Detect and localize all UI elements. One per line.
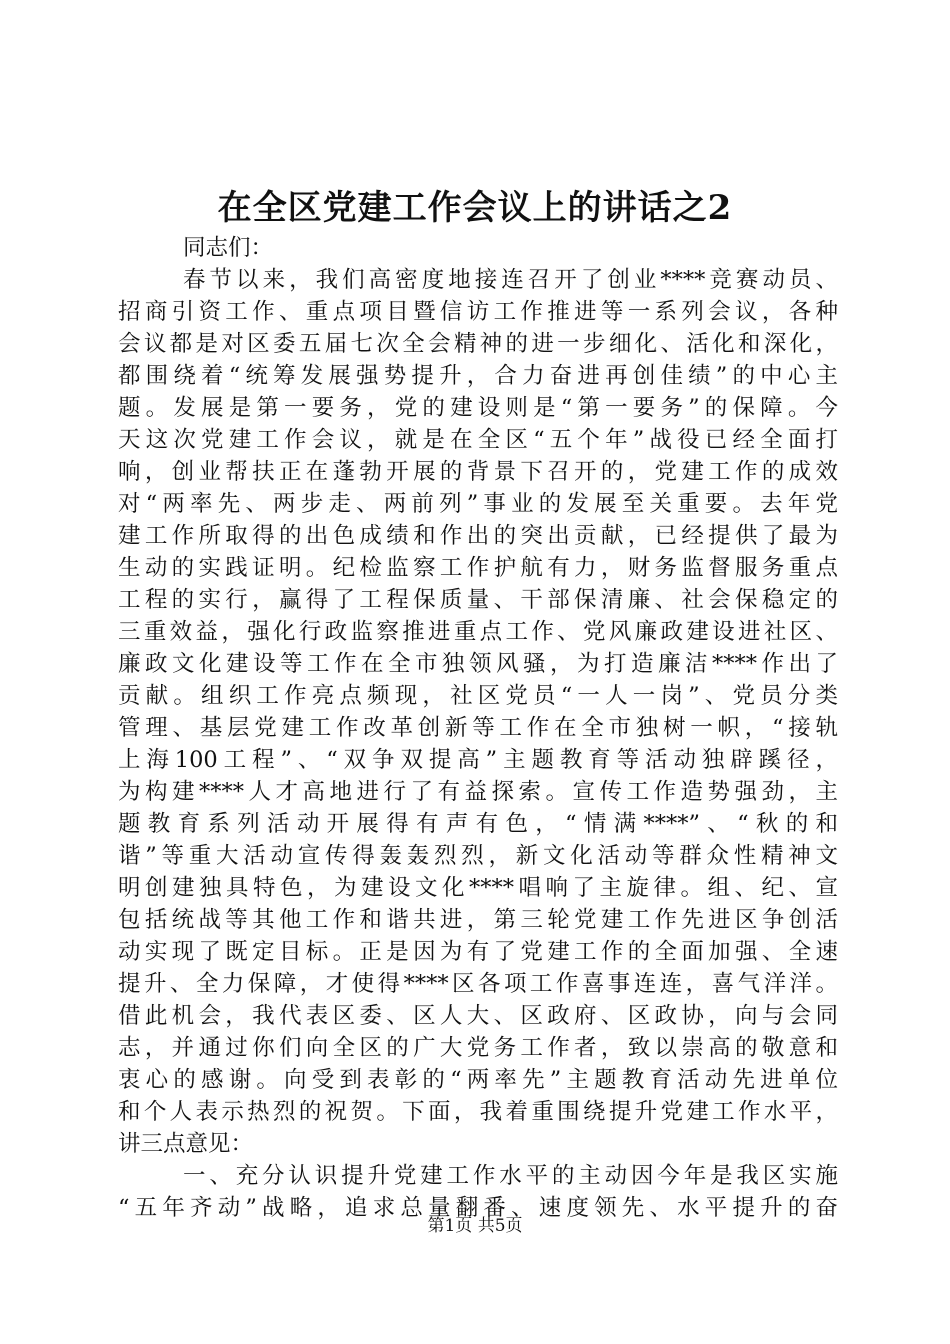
text-line: 动实现了既定目标。正是因为有了党建工作的全面加强、全速 — [118, 939, 838, 965]
text-line: 廉政文化建设等工作在全市独领风骚，为打造廉洁****作出了 — [118, 651, 838, 677]
text-line: 题教育系列活动开展得有声有色，“情满****”、“秋的和 — [118, 811, 838, 837]
text-line: 都围绕着“统筹发展强势提升，合力奋进再创佳绩”的中心主 — [118, 363, 838, 389]
text-line: 工程的实行，赢得了工程保质量、干部保清廉、社会保稳定的 — [118, 587, 838, 613]
text-line: 生动的实践证明。纪检监察工作护航有力，财务监督服务重点 — [118, 555, 838, 581]
document-body — [118, 232, 838, 1224]
text-line: 春节以来，我们高密度地接连召开了创业****竞赛动员、 — [183, 267, 838, 293]
text-line: 招商引资工作、重点项目暨信访工作推进等一系列会议，各种 — [118, 299, 838, 325]
text-line: 和个人表示热烈的祝贺。下面，我着重围绕提升党建工作水平， — [118, 1099, 838, 1125]
text-line: 包括统战等其他工作和谐共进，第三轮党建工作先进区争创活 — [118, 907, 838, 933]
text-line: 上海100工程”、“双争双提高”主题教育等活动独辟蹊径， — [118, 747, 838, 773]
text-line: 题。发展是第一要务，党的建设则是“第一要务”的保障。今 — [118, 395, 838, 421]
text-line: 谐”等重大活动宣传得轰轰烈烈，新文化活动等群众性精神文 — [118, 843, 838, 869]
text-line: “五年齐动”战略，追求总量翻番、速度领先、水平提升的奋 — [118, 1195, 838, 1221]
text-line: 天这次党建工作会议，就是在全区“五个年”战役已经全面打 — [118, 427, 838, 453]
text-line: 借此机会，我代表区委、区人大、区政府、区政协，向与会同 — [118, 1003, 838, 1029]
text-line: 对“两率先、两步走、两前列”事业的发展至关重要。去年党 — [118, 491, 838, 517]
text-line: 志，并通过你们向全区的广大党务工作者，致以崇高的敬意和 — [118, 1035, 838, 1061]
text-line: 衷心的感谢。向受到表彰的“两率先”主题教育活动先进单位 — [118, 1067, 838, 1093]
text-line: 同志们： — [183, 235, 274, 261]
document-title: 在全区党建工作会议上的讲话之2 — [217, 188, 733, 228]
text-line: 明创建独具特色，为建设文化****唱响了主旋律。组、纪、宣 — [118, 875, 838, 901]
text-line: 三重效益，强化行政监察推进重点工作、党风廉政建设进社区、 — [118, 619, 838, 645]
text-line: 贡献。组织工作亮点频现，社区党员“一人一岗”、党员分类 — [118, 683, 838, 709]
text-line: 一、充分认识提升党建工作水平的主动因今年是我区实施 — [183, 1163, 838, 1189]
text-line: 响，创业帮扶正在蓬勃开展的背景下召开的，党建工作的成效 — [118, 459, 838, 485]
text-line: 会议都是对区委五届七次全会精神的进一步细化、活化和深化， — [118, 331, 838, 357]
text-line: 管理、基层党建工作改革创新等工作在全市独树一帜，“接轨 — [118, 715, 838, 741]
text-line: 为构建****人才高地进行了有益探索。宣传工作造势强劲，主 — [118, 779, 838, 805]
page-footer: 第1页 共5页 — [427, 1216, 523, 1236]
text-line: 建工作所取得的出色成绩和作出的突出贡献，已经提供了最为 — [118, 523, 838, 549]
text-line: 提升、全力保障，才使得****区各项工作喜事连连，喜气洋洋。 — [118, 971, 838, 997]
text-line: 讲三点意见： — [118, 1131, 254, 1157]
